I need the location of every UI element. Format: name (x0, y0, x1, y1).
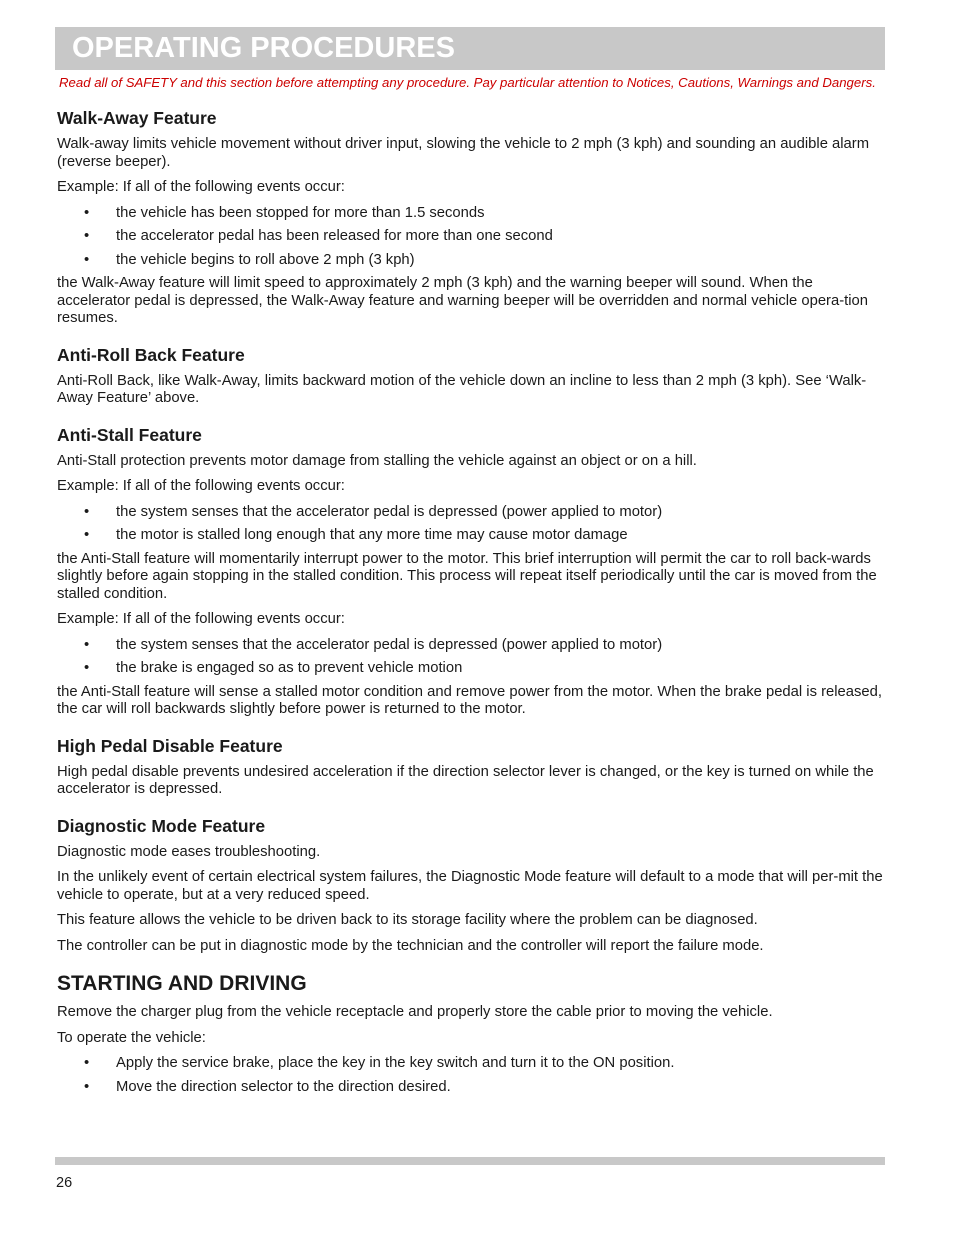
paragraph: Remove the charger plug from the vehicle receptacle and properly store the cable prior to moving the vehicle. (57, 1004, 773, 1020)
list-item: • the motor is stalled long enough that any more time may cause motor damage (84, 527, 628, 543)
bullet-icon: • (84, 503, 90, 520)
bullet-icon: • (84, 660, 90, 676)
list-item: • the vehicle begins to roll above 2 mph (3 kph) (84, 251, 415, 268)
bullet-icon: • (84, 228, 90, 244)
section-heading: Anti-Stall Feature (57, 424, 202, 445)
paragraph: This feature allows the vehicle to be driven back to its storage facility where the problem can be diagnosed. (57, 912, 758, 928)
bullet-icon: • (84, 204, 90, 221)
bullet-list (57, 1055, 885, 1096)
paragraph: In the unlikely event of certain electrical system failures, the Diagnostic Mode feature will default to a mode that will per-mit the vehicle to operate, but at a very reduced speed. (57, 869, 883, 903)
page-title: OPERATING PROCEDURES (72, 32, 455, 64)
section-anti-roll-back (57, 345, 885, 408)
bullet-icon: • (84, 1055, 90, 1071)
document-body (57, 108, 885, 1102)
section-high-pedal-disable (57, 736, 885, 799)
list-item: • the accelerator pedal has been released for more than one second (84, 228, 553, 244)
bullet-icon: • (84, 636, 90, 653)
paragraph: the Anti-Stall feature will momentarily interrupt power to the motor. This brief interruption will permit the car to roll back-wards slightly before again stopping in the stalled condition. This process will repeat itself periodically until the car is moved from the stalled condition. (57, 550, 877, 602)
paragraph: To operate the vehicle: (57, 1029, 206, 1046)
safety-notice: Read all of SAFETY and this section before attempting any procedure. Pay particular attention to Notices, Cautions, Warnings and Dangers. (59, 75, 876, 90)
bullet-list (57, 637, 885, 678)
paragraph: Anti-Stall protection prevents motor damage from stalling the vehicle against an object or on a hill. (57, 452, 697, 469)
section-heading: High Pedal Disable Feature (57, 735, 283, 756)
bullet-list (57, 504, 885, 545)
paragraph: the Anti-Stall feature will sense a stalled motor condition and remove power from the motor. When the brake pedal is released, the car will roll backwards slightly before power is returned to the motor. (57, 683, 882, 717)
bullet-icon: • (84, 1078, 90, 1095)
section-starting-and-driving (57, 972, 885, 1096)
section-heading: Walk-Away Feature (57, 108, 217, 128)
paragraph: High pedal disable prevents undesired acceleration if the direction selector lever is changed, or the key is turned on while the accelerator is depressed. (57, 763, 874, 797)
paragraph: Example: If all of the following events occur: (57, 611, 345, 627)
list-item: • the brake is engaged so as to prevent vehicle motion (84, 660, 463, 676)
section-heading: Anti-Roll Back Feature (57, 344, 245, 365)
paragraph: Example: If all of the following events occur: (57, 179, 345, 195)
header-bar (55, 27, 885, 70)
list-item: • the vehicle has been stopped for more than 1.5 seconds (84, 204, 485, 221)
footer-bar (55, 1157, 885, 1165)
section-walk-away (57, 108, 885, 328)
page-number: 26 (56, 1175, 73, 1191)
paragraph: Diagnostic mode eases troubleshooting. (57, 843, 321, 860)
section-heading: Diagnostic Mode Feature (57, 815, 266, 836)
list-item: • Move the direction selector to the direction desired. (84, 1078, 451, 1095)
paragraph: Walk-away limits vehicle movement without driver input, slowing the vehicle to 2 mph (3 kph) and sounding an audible alarm (reverse beeper). (57, 136, 870, 170)
section-anti-stall (57, 425, 885, 719)
section-heading: STARTING AND DRIVING (57, 972, 307, 995)
bullet-list (57, 205, 885, 270)
bullet-icon: • (84, 251, 90, 268)
paragraph: Example: If all of the following events occur: (57, 478, 345, 494)
paragraph: the Walk-Away feature will limit speed to approximately 2 mph (3 kph) and the warning beeper will sound. When the accelerator pedal is depressed, the Walk-Away feature and warning beeper will be overridden and normal vehicle opera-tion resumes. (57, 275, 868, 326)
paragraph: Anti-Roll Back, like Walk-Away, limits backward motion of the vehicle down an incline to less than 2 mph (3 kph). See ‘Walk-Away Feature’ above. (57, 372, 867, 406)
bullet-icon: • (84, 527, 90, 543)
section-diagnostic-mode (57, 816, 885, 956)
list-item: • Apply the service brake, place the key in the key switch and turn it to the ON position. (84, 1055, 675, 1071)
list-item: • the system senses that the accelerator pedal is depressed (power applied to motor) (84, 503, 663, 520)
paragraph: The controller can be put in diagnostic mode by the technician and the controller will report the failure mode. (57, 937, 764, 954)
list-item: • the system senses that the accelerator pedal is depressed (power applied to motor) (84, 636, 663, 653)
